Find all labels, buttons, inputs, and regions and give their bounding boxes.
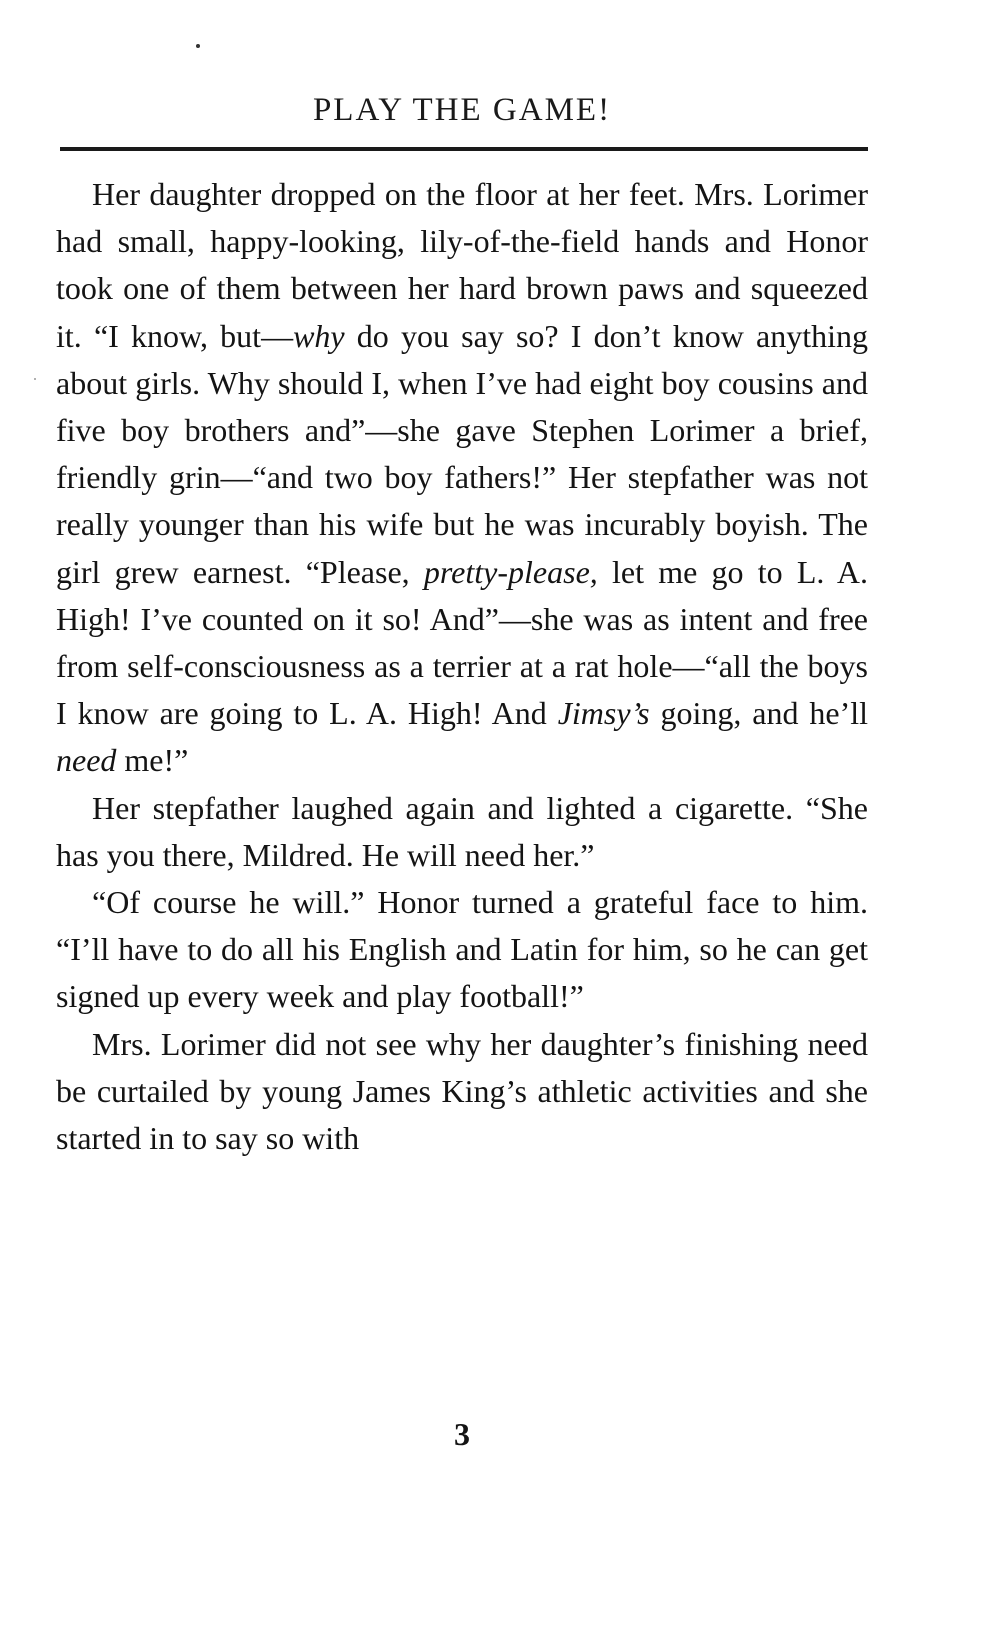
paragraph-4 xyxy=(56,1021,868,1163)
text-run: Mrs. Lorimer did not see why her daughter’s finishing need be curtailed by young James King’s athletic activities and she started in to say so with xyxy=(56,1025,868,1157)
header-rule xyxy=(60,147,868,151)
paragraph-3 xyxy=(56,879,868,1021)
text-run: Her stepfather laughed again and lighted a cigarette. “She has you there, Mildred. He will need her.” xyxy=(56,789,868,873)
italic-text: need xyxy=(56,742,117,779)
text-run: let me go to L. A. High! I’ve counted on it so! And”—she was as intent and free from self-consciousness as a terrier at a rat hole—“all the boys I know are going to L. A. High! And xyxy=(56,553,869,732)
running-head: PLAY THE GAME! xyxy=(312,92,612,128)
print-speck xyxy=(196,44,200,48)
italic-text: why xyxy=(293,317,345,354)
italic-text: pretty-please, xyxy=(423,553,598,590)
print-speck xyxy=(34,378,36,380)
paragraph-1 xyxy=(56,171,868,785)
paragraph-2 xyxy=(56,785,868,879)
text-run: me!” xyxy=(116,742,189,779)
italic-text: Jimsy’s xyxy=(557,695,650,732)
text-run: “Of course he will.” Honor turned a grateful face to him. “I’ll have to do all his English and Latin for him, so he can get signed up every week and play football!” xyxy=(56,884,868,1015)
text-run: do you say so? I don’t know anything about girls. Why should I, when I’ve had eight boy cousins and five boy brothers and”—she gave Stephen Lorimer a brief, friendly grin—“and two boy fathers!” Her stepfather was not really younger than his wife but he was incurably boyish. The girl grew earnest. “Please, xyxy=(56,317,869,590)
text-run: Her daughter dropped on the floor at her feet. Mrs. Lorimer had small, happy-looking, lily-of-the-field hands and Honor took one of them between her hard brown paws and squeezed it. “I know, but— xyxy=(56,176,868,354)
text-run: going, and he’ll xyxy=(649,695,869,732)
body-text xyxy=(56,171,868,1162)
page-number: 3 xyxy=(454,1416,470,1452)
